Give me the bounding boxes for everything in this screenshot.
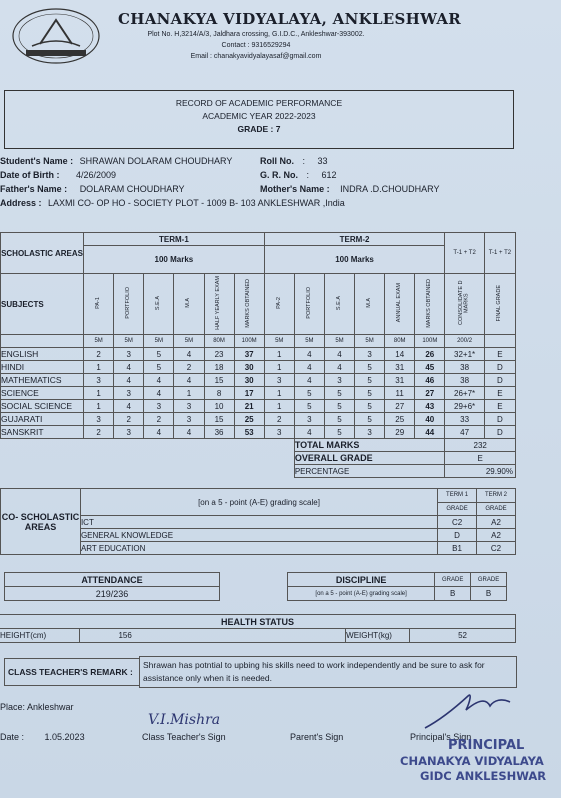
percentage-value: 29.90% xyxy=(445,465,516,478)
table-row xyxy=(1,348,516,361)
mark-cell: 4 xyxy=(174,426,204,439)
co-term1: TERM 1 xyxy=(438,489,477,503)
mark-cell: 43 xyxy=(415,400,445,413)
co-item-grade2: A2 xyxy=(477,529,516,542)
mark-cell: D xyxy=(484,413,515,426)
mark-cell: 5 xyxy=(144,361,174,374)
height-label: HEIGHT(cm) xyxy=(0,629,80,643)
max-marks-cell: 5M xyxy=(84,335,114,348)
gr-row: G. R. No. : 612 xyxy=(260,170,337,180)
co-grade1: GRADE xyxy=(438,502,477,516)
column-header: HALF YEARLY EXAM xyxy=(204,274,234,335)
mark-cell: 29 xyxy=(385,426,415,439)
record-header xyxy=(4,90,514,149)
mark-cell: 3 xyxy=(355,426,385,439)
table-row xyxy=(1,361,516,374)
mark-cell: 10 xyxy=(204,400,234,413)
co-item-grade2: A2 xyxy=(477,516,516,529)
mother-label: Mother's Name : xyxy=(260,184,330,194)
subject-name: ENGLISH xyxy=(1,348,84,361)
max-marks-cell: 200/2 xyxy=(445,335,484,348)
date-row xyxy=(0,732,85,742)
mark-cell: 31 xyxy=(385,361,415,374)
max-marks-cell: 5M xyxy=(174,335,204,348)
mark-cell: 11 xyxy=(385,387,415,400)
column-header: PA-1 xyxy=(84,274,114,335)
discipline-grade2: B xyxy=(471,587,507,601)
mark-cell: 3 xyxy=(114,348,144,361)
mark-cell: 5 xyxy=(324,400,354,413)
mark-cell: D xyxy=(484,426,515,439)
remark-text: Shrawan has potntial to upbing his skills need to work independently and be sure to ask for assistance only when it is needed. xyxy=(143,660,485,683)
subject-name: MATHEMATICS xyxy=(1,374,84,387)
max-marks-cell: 80M xyxy=(385,335,415,348)
weight-label: WEIGHT(kg) xyxy=(346,629,410,643)
stamp-school: CHANAKYA VIDYALAYA xyxy=(400,754,544,768)
column-header: PORTFOLIO xyxy=(294,274,324,335)
co-item-name: ART EDUCATION xyxy=(80,542,437,555)
mark-cell: D xyxy=(484,361,515,374)
co-item-grade2: C2 xyxy=(477,542,516,555)
mark-cell: 2 xyxy=(144,413,174,426)
mark-cell: 46 xyxy=(415,374,445,387)
mark-cell: D xyxy=(484,374,515,387)
mark-cell: 4 xyxy=(174,374,204,387)
mark-cell: 4 xyxy=(144,426,174,439)
discipline-grade1: B xyxy=(435,587,471,601)
term2-marks: 100 Marks xyxy=(264,246,445,274)
stamp-location: GIDC ANKLESHWAR xyxy=(420,769,547,783)
mark-cell: 4 xyxy=(294,348,324,361)
father-label: Father's Name : xyxy=(0,184,68,194)
table-row xyxy=(1,413,516,426)
mark-cell: 47 xyxy=(445,426,484,439)
mark-cell: 5 xyxy=(324,387,354,400)
mark-cell: 53 xyxy=(234,426,264,439)
mark-cell: 4 xyxy=(294,374,324,387)
marks-table xyxy=(0,232,516,478)
mark-cell: 5 xyxy=(294,387,324,400)
total-value: 232 xyxy=(445,439,516,452)
co-scholastic-label: CO- SCHOLASTIC AREAS xyxy=(1,489,81,555)
mark-cell: 15 xyxy=(204,374,234,387)
mark-cell: 38 xyxy=(445,361,484,374)
mark-cell: 26+7* xyxy=(445,387,484,400)
mark-cell: 30 xyxy=(234,361,264,374)
term2-label: TERM-2 xyxy=(264,233,445,246)
roll-row: Roll No. : 33 xyxy=(260,156,328,166)
discipline-grade2-label: GRADE xyxy=(471,573,507,587)
mark-cell: 5 xyxy=(324,413,354,426)
mark-cell: 18 xyxy=(204,361,234,374)
table-row xyxy=(1,426,516,439)
mark-cell: 3 xyxy=(114,426,144,439)
discipline-table xyxy=(287,572,507,601)
mark-cell: 5 xyxy=(355,374,385,387)
principal-sign-label: Principal's Sign xyxy=(410,732,472,742)
mark-cell: 2 xyxy=(114,413,144,426)
school-address: Plot No. H,3214/A/3, Jaldhara crossing, G.I.D.C., Ankleshwar-393002. xyxy=(147,31,365,38)
total-label: TOTAL MARKS xyxy=(294,439,445,452)
place: Place: Ankleshwar xyxy=(0,702,74,712)
mark-cell: 1 xyxy=(264,361,294,374)
mark-cell: 2 xyxy=(264,413,294,426)
mark-cell: 3 xyxy=(114,387,144,400)
max-marks-cell: 80M xyxy=(204,335,234,348)
discipline-scale: [on a 5 - point (A-E) grading scale] xyxy=(288,587,435,601)
mark-cell: 4 xyxy=(294,361,324,374)
mark-cell: 4 xyxy=(114,361,144,374)
gr-no: 612 xyxy=(321,170,337,180)
stamp-principal: PRINCIPAL xyxy=(448,738,525,753)
mark-cell: 1 xyxy=(264,348,294,361)
attendance-value: 219/236 xyxy=(5,587,220,601)
student-address: LAXMI CO- OP HO - SOCIETY PLOT - 1009 B- 103 ANKLESHWAR ,India xyxy=(48,198,345,208)
mark-cell: 4 xyxy=(324,361,354,374)
column-header: M.A xyxy=(355,274,385,335)
subjects-label: SUBJECTS xyxy=(1,274,84,335)
table-row xyxy=(1,400,516,413)
co-term2: TERM 2 xyxy=(477,489,516,503)
mark-cell: 29+6* xyxy=(445,400,484,413)
discipline-grade1-label: GRADE xyxy=(435,573,471,587)
subject-name: SCIENCE xyxy=(1,387,84,400)
max-row-label xyxy=(1,335,84,348)
mark-cell: 5 xyxy=(355,361,385,374)
max-marks-cell: 5M xyxy=(355,335,385,348)
mark-cell: 4 xyxy=(114,400,144,413)
mark-cell: 1 xyxy=(84,387,114,400)
table-row xyxy=(1,374,516,387)
max-marks-cell: 5M xyxy=(114,335,144,348)
principal-signature-icon xyxy=(420,690,520,732)
mark-cell: 3 xyxy=(174,400,204,413)
subject-name: GUJARATI xyxy=(1,413,84,426)
column-header: S.E.A xyxy=(144,274,174,335)
column-header: PORTFOLIO xyxy=(114,274,144,335)
mark-cell: 3 xyxy=(294,413,324,426)
overall-label: OVERALL GRADE xyxy=(294,452,445,465)
student-name-row xyxy=(0,156,232,166)
school-logo-icon xyxy=(10,6,102,66)
column-header: FINAL GRADE xyxy=(484,274,515,335)
height-value: 156 xyxy=(80,629,346,643)
weight-value: 52 xyxy=(410,629,516,643)
co-item-name: GENERAL KNOWLEDGE xyxy=(80,529,437,542)
date-value: 1.05.2023 xyxy=(44,732,85,742)
column-header: M.A xyxy=(174,274,204,335)
mark-cell: 1 xyxy=(264,387,294,400)
dob-label: Date of Birth : xyxy=(0,170,60,180)
school-contact: Contact : 9316529294 xyxy=(221,42,291,49)
mark-cell: 32+1* xyxy=(445,348,484,361)
mark-cell: 2 xyxy=(84,348,114,361)
mark-cell: 27 xyxy=(385,400,415,413)
mark-cell: 25 xyxy=(385,413,415,426)
co-item-grade1: C2 xyxy=(438,516,477,529)
mark-cell: 27 xyxy=(415,387,445,400)
discipline-label: DISCIPLINE xyxy=(288,573,435,587)
father-name: DOLARAM CHOUDHARY xyxy=(79,184,185,194)
mark-cell: 3 xyxy=(144,400,174,413)
address-row xyxy=(0,198,345,208)
t1t2-label-2: T-1 + T2 xyxy=(484,233,515,274)
mark-cell: 4 xyxy=(144,374,174,387)
mark-cell: 30 xyxy=(234,374,264,387)
mark-cell: 40 xyxy=(415,413,445,426)
record-title: RECORD OF ACADEMIC PERFORMANCE xyxy=(175,98,343,108)
table-row xyxy=(1,387,516,400)
mark-cell: 21 xyxy=(234,400,264,413)
dob-row xyxy=(0,170,116,180)
mark-cell: 3 xyxy=(84,374,114,387)
mark-cell: 1 xyxy=(264,400,294,413)
mark-cell: E xyxy=(484,387,515,400)
column-header: MARKS OBTAINED xyxy=(234,274,264,335)
mark-cell: 37 xyxy=(234,348,264,361)
term1-marks: 100 Marks xyxy=(84,246,265,274)
column-header: PA-2 xyxy=(264,274,294,335)
roll-no: 33 xyxy=(317,156,328,166)
mark-cell: E xyxy=(484,400,515,413)
overall-value: E xyxy=(445,452,516,465)
grade: GRADE : 7 xyxy=(237,124,281,134)
mother-row xyxy=(260,184,440,194)
address-label: Address : xyxy=(0,198,42,208)
max-marks-cell: 100M xyxy=(234,335,264,348)
mark-cell: 1 xyxy=(84,361,114,374)
mark-cell: 36 xyxy=(204,426,234,439)
dob: 4/26/2009 xyxy=(76,170,117,180)
mark-cell: 2 xyxy=(174,361,204,374)
co-item-grade1: B1 xyxy=(438,542,477,555)
teacher-sign-label: Class Teacher's Sign xyxy=(142,732,226,742)
date-label: Date : xyxy=(0,732,25,742)
attendance-table xyxy=(4,572,220,601)
mark-cell: 26 xyxy=(415,348,445,361)
mark-cell: 3 xyxy=(324,374,354,387)
mark-cell: 3 xyxy=(355,348,385,361)
mark-cell: E xyxy=(484,348,515,361)
max-marks-cell: 5M xyxy=(294,335,324,348)
mark-cell: 1 xyxy=(84,400,114,413)
mark-cell: 5 xyxy=(294,400,324,413)
mark-cell: 5 xyxy=(355,413,385,426)
mark-cell: 4 xyxy=(324,348,354,361)
co-item-grade1: D xyxy=(438,529,477,542)
mark-cell: 4 xyxy=(294,426,324,439)
mark-cell: 38 xyxy=(445,374,484,387)
term1-label: TERM-1 xyxy=(84,233,265,246)
mark-cell: 17 xyxy=(234,387,264,400)
school-email: Email : chanakyavidyalayasaf@gmail.com xyxy=(190,53,322,60)
mark-cell: 5 xyxy=(355,387,385,400)
mark-cell: 8 xyxy=(204,387,234,400)
student-name: SHRAWAN DOLARAM CHOUDHARY xyxy=(79,156,233,166)
mark-cell: 1 xyxy=(174,387,204,400)
attendance-label: ATTENDANCE xyxy=(5,573,220,587)
teacher-signature: V.I.Mishra xyxy=(148,712,221,728)
subject-name: HINDI xyxy=(1,361,84,374)
subject-name: SOCIAL SCIENCE xyxy=(1,400,84,413)
roll-label: Roll No. xyxy=(260,156,294,166)
max-marks-cell: 5M xyxy=(264,335,294,348)
column-header: MARKS OBTAINED xyxy=(415,274,445,335)
mark-cell: 2 xyxy=(84,426,114,439)
student-name-label: Student's Name : xyxy=(0,156,74,166)
co-scholastic-table xyxy=(0,488,516,555)
mark-cell: 33 xyxy=(445,413,484,426)
remark-label: CLASS TEACHER'S REMARK : xyxy=(8,667,133,677)
column-header: CONSOLIDATE D MARKS xyxy=(445,274,484,335)
mark-cell: 23 xyxy=(204,348,234,361)
column-header: ANNUAL EXAM xyxy=(385,274,415,335)
gr-label: G. R. No. xyxy=(260,170,298,180)
t1t2-label-1: T-1 + T2 xyxy=(445,233,484,274)
max-marks-cell: 100M xyxy=(415,335,445,348)
father-row xyxy=(0,184,185,194)
mark-cell: 25 xyxy=(234,413,264,426)
column-header: S.E.A xyxy=(324,274,354,335)
scholastic-label: SCHOLASTIC AREAS xyxy=(1,233,84,274)
co-grade2: GRADE xyxy=(477,502,516,516)
health-label: HEALTH STATUS xyxy=(0,615,516,629)
mark-cell: 14 xyxy=(385,348,415,361)
mark-cell: 3 xyxy=(174,413,204,426)
mark-cell: 5 xyxy=(144,348,174,361)
mark-cell: 5 xyxy=(324,426,354,439)
co-item-name: ICT xyxy=(80,516,437,529)
remark-text-box xyxy=(139,656,517,688)
mark-cell: 5 xyxy=(355,400,385,413)
academic-year: ACADEMIC YEAR 2022-2023 xyxy=(202,111,316,121)
mark-cell: 15 xyxy=(204,413,234,426)
co-scale: [on a 5 - point (A-E) grading scale] xyxy=(80,489,437,516)
health-table xyxy=(0,614,516,643)
subject-name: SANSKRIT xyxy=(1,426,84,439)
mark-cell: 4 xyxy=(114,374,144,387)
school-name: CHANAKYA VIDYALAYA, ANKLESHWAR xyxy=(118,10,462,28)
mark-cell: 31 xyxy=(385,374,415,387)
percentage-label: PERCENTAGE xyxy=(294,465,445,478)
max-marks-cell: 5M xyxy=(324,335,354,348)
mark-cell: 3 xyxy=(264,426,294,439)
parent-sign-label: Parent's Sign xyxy=(290,732,344,742)
mark-cell: 45 xyxy=(415,361,445,374)
mark-cell: 4 xyxy=(144,387,174,400)
mark-cell: 3 xyxy=(84,413,114,426)
mark-cell: 3 xyxy=(264,374,294,387)
max-marks-cell xyxy=(484,335,515,348)
remark-label-box xyxy=(4,658,140,686)
mother-name: INDRA .D.CHOUDHARY xyxy=(340,184,440,194)
mark-cell: 44 xyxy=(415,426,445,439)
max-marks-cell: 5M xyxy=(144,335,174,348)
mark-cell: 4 xyxy=(174,348,204,361)
